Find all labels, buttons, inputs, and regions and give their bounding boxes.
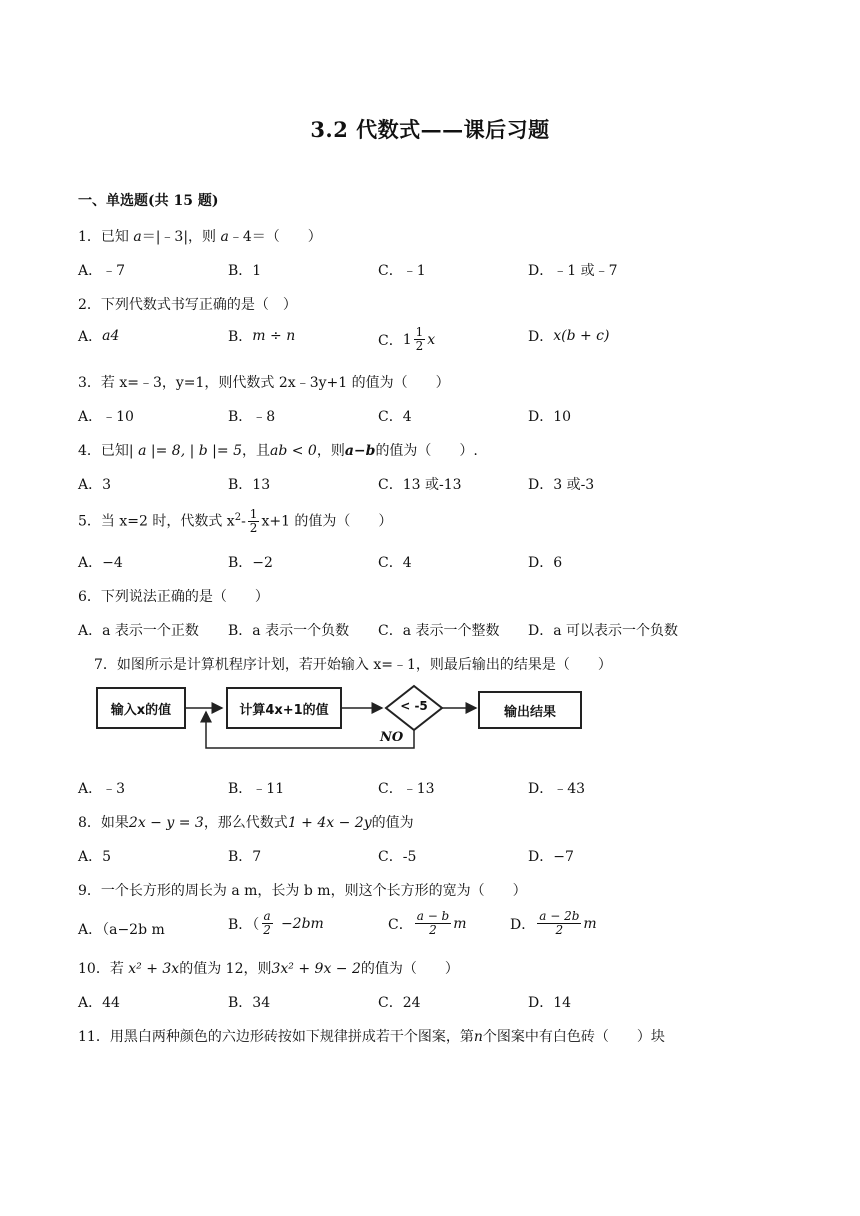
question-9-options (78, 910, 778, 950)
question-3-options (78, 406, 778, 440)
question-7-options (78, 778, 778, 812)
option-b[interactable]: B．34 (228, 995, 271, 1011)
option-d[interactable]: D．﹣43 (528, 781, 586, 797)
program-flowchart (96, 684, 586, 760)
question-11: 11．用黑白两种颜色的六边形砖按如下规律拼成若干个图案，第n个图案中有白色砖（ ）块 (78, 1029, 665, 1045)
option-a[interactable]: A．﹣3 (78, 781, 126, 797)
question-6: 6．下列说法正确的是（ ） (78, 589, 269, 605)
option-d[interactable]: D．3 或-3 (528, 477, 595, 493)
option-c[interactable]: C． $\frac{a - b}{2}$ m (388, 909, 467, 937)
option-d[interactable]: D．−7 (528, 849, 574, 865)
option-b[interactable]: B．﹣11 (228, 781, 285, 797)
option-b[interactable]: B．−2 (228, 555, 273, 571)
option-c[interactable]: C． 1 $\frac{1}{2}$ x (378, 325, 436, 353)
option-b[interactable]: B．13 (228, 477, 271, 493)
option-a[interactable]: A．﹣10 (78, 409, 134, 425)
option-d[interactable]: D．﹣1 或﹣7 (528, 263, 618, 279)
option-a[interactable]: A．（a−2b m (78, 922, 165, 938)
option-b[interactable]: B．（ $\frac{a}{2}$ −2bm (228, 909, 324, 937)
option-a[interactable]: A．a 表示一个正数 (78, 623, 199, 639)
section-heading: 一、单选题(共 15 题) (78, 193, 219, 209)
option-a[interactable]: A．44 (78, 995, 120, 1011)
option-d[interactable]: D．6 (528, 555, 563, 571)
option-c[interactable]: C．a 表示一个整数 (378, 623, 500, 639)
option-b[interactable]: B． m ÷ n (228, 328, 296, 345)
question-10: 10．若 x² + 3x的值为 12，则3x² + 9x − 2的值为（ ） (78, 961, 459, 977)
flow-output-box: 输出结果 (478, 691, 582, 729)
page-title: 3.2 代数式——课后习题 (310, 117, 550, 142)
option-c[interactable]: C．-5 (378, 849, 417, 865)
question-1: 1．已知 a＝|﹣3|，则 a﹣4＝（ ） (78, 229, 322, 245)
option-c[interactable]: C．﹣1 (378, 263, 426, 279)
question-10-options (78, 992, 778, 1026)
question-4: 4．已知| a |= 8, | b |= 5，且ab < 0，则a−b的值为（ ）. (78, 443, 478, 459)
question-3: 3．若 x=﹣3，y=1，则代数式 2x﹣3y+1 的值为（ ） (78, 375, 450, 391)
flow-compute-box: 计算4x+1的值 (226, 687, 342, 729)
question-4-options (78, 474, 778, 508)
option-c[interactable]: C．24 (378, 995, 421, 1011)
option-c[interactable]: C．13 或-13 (378, 477, 462, 493)
option-c[interactable]: C．4 (378, 555, 412, 571)
question-5-options (78, 552, 778, 586)
flow-input-box: 输入x的值 (96, 687, 186, 729)
flow-condition-label: < -5 (400, 699, 428, 713)
question-8: 8．如果2x − y = 3，那么代数式1 + 4x − 2y的值为 (78, 815, 414, 831)
question-8-options (78, 846, 778, 880)
option-b[interactable]: B．1 (228, 263, 262, 279)
option-d[interactable]: D．14 (528, 995, 572, 1011)
question-2-options (78, 326, 778, 360)
option-b[interactable]: B．﹣8 (228, 409, 276, 425)
option-a[interactable]: A．﹣7 (78, 263, 126, 279)
option-d[interactable]: D． x(b + c) (528, 328, 610, 345)
option-b[interactable]: B．7 (228, 849, 262, 865)
option-b[interactable]: B．a 表示一个负数 (228, 623, 350, 639)
option-d[interactable]: D．a 可以表示一个负数 (528, 623, 679, 639)
question-5: 5．当 x=2 时，代数式 $x^2-$ $\frac{1}{2}$ x+1 的值为（ ） (78, 507, 393, 535)
question-1-options (78, 260, 778, 294)
option-c[interactable]: C．﹣13 (378, 781, 435, 797)
question-7: 7．如图所示是计算机程序计划，若开始输入 x=﹣1，则最后输出的结果是（ ） (94, 657, 612, 673)
question-9: 9．一个长方形的周长为 a m，长为 b m，则这个长方形的宽为（ ） (78, 883, 527, 899)
option-a[interactable]: A．−4 (78, 555, 123, 571)
option-a[interactable]: A． a4 (78, 328, 120, 345)
option-d[interactable]: D．10 (528, 409, 572, 425)
option-a[interactable]: A．3 (78, 477, 112, 493)
option-c[interactable]: C．4 (378, 409, 412, 425)
flow-no-label: NO (380, 730, 404, 745)
question-2: 2．下列代数式书写正确的是（ ） (78, 297, 297, 313)
option-d[interactable]: D． $\frac{a - 2b}{2}$ m (510, 909, 597, 937)
option-a[interactable]: A．5 (78, 849, 112, 865)
question-6-options (78, 620, 778, 654)
